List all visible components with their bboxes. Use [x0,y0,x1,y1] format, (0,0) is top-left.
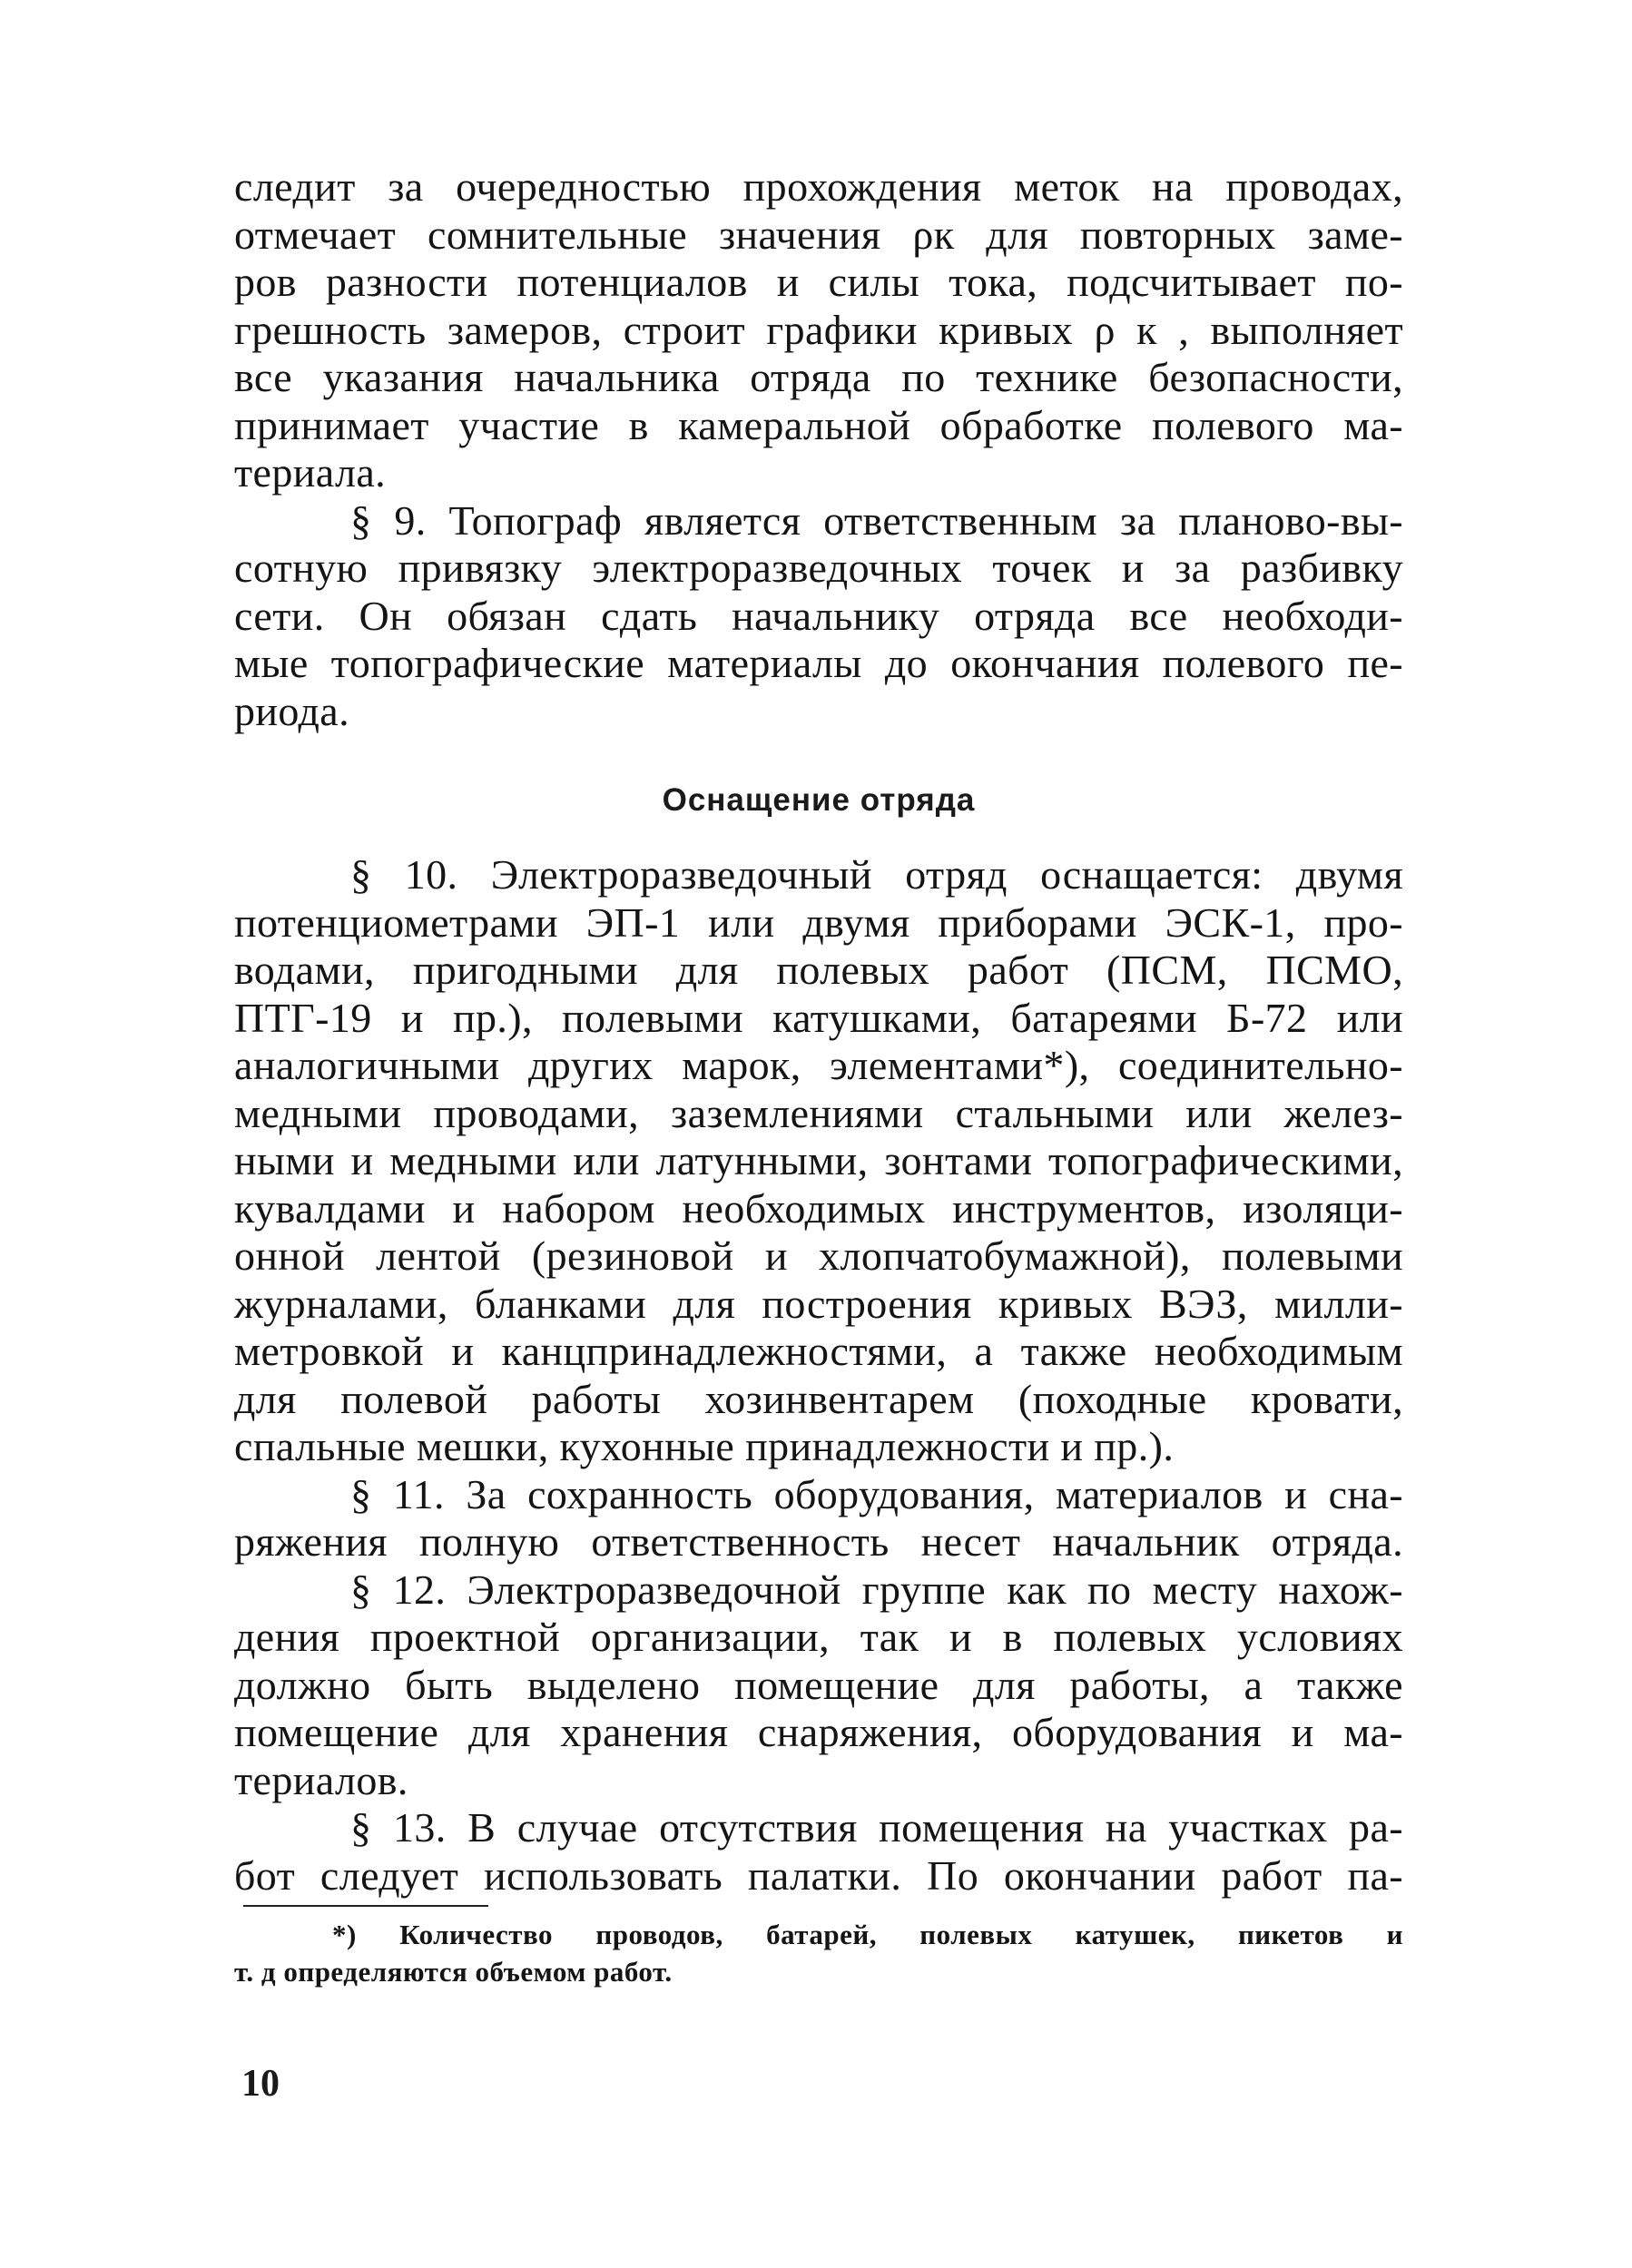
paragraph-section-13 [234,1804,1403,1900]
text-line: все указания начальника отряда по технике безопасности, [234,354,1403,400]
text-line: § 12. Электроразведочной группе как по месту нахож- [350,1566,1403,1613]
paragraph-section-10 [234,851,1403,1471]
text-line: водами, пригодными для полевых работ (ПСМ, ПСМО, [234,947,1403,993]
text-line: помещение для хранения снаряжения, оборудования и ма- [234,1709,1403,1755]
text-line: ПТГ-19 и пр.), полевыми катушками, батареями Б-72 или [234,994,1403,1041]
text-line: потенциометрами ЭП-1 или двумя приборами ЭСК-1, про- [234,898,1403,946]
text-line: § 10. Электроразведочный отряд оснащается: двумя [350,851,1403,898]
text-line: териалов. [234,1756,408,1803]
paragraph-continuation [234,163,1403,497]
text-line: отмечает сомнительные значения ρк для повторных заме- [234,211,1403,258]
text-line: ров разности потенциалов и силы тока, подсчитывает по- [234,259,1403,305]
text-line: § 11. За сохранность оборудования, материалов и сна- [350,1470,1403,1517]
text-line: медными проводами, заземлениями стальными или желез- [234,1089,1403,1136]
text-line: сотную привязку электроразведочных точек и за разбивку [234,545,1403,591]
paragraph-section-9 [234,497,1403,736]
page-number: 10 [241,2063,280,2105]
text-line: аналогичными других марок, элементами*), соединительно- [234,1042,1403,1088]
text-line: журналами, бланками для построения кривых ВЭЗ, милли- [234,1280,1403,1327]
text-line: бот следует использовать палатки. По окончании работ па- [234,1851,1403,1899]
text-line: териала. [234,449,387,496]
text-line: должно быть выделено помещение для работы, а также [234,1661,1403,1708]
text-line: следит за очередностью прохождения меток на проводах, [234,163,1403,210]
footnote-line: *) Количество проводов, батарей, полевых катушек, пикетов и [332,1919,1403,1950]
text-line: онной лентой (резиновой и хлопчатобумажной), полевыми [234,1232,1403,1279]
text-line: ряжения полную ответственность несет начальник отряда. [234,1518,1403,1565]
text-line: § 13. В случае отсутствия помещения на участках ра- [350,1804,1403,1851]
text-line: сети. Он обязан сдать начальнику отряда все необходи- [234,592,1403,639]
footnote [234,1916,1403,1990]
text-line: метровкой и канцпринадлежностями, а также необходимым [234,1328,1403,1374]
text-line: ными и медными или латунными, зонтами топографическими, [234,1137,1403,1183]
page-body [234,163,1403,1990]
text-line: грешность замеров, строит графики кривых ρ к , выполняет [234,306,1403,353]
text-line: риода. [234,687,350,734]
paragraph-section-11 [234,1471,1403,1566]
text-line: мые топографические материалы до окончания полевого пе- [234,640,1403,686]
text-line: дения проектной организации, так и в полевых условиях [234,1614,1403,1660]
text-line: § 9. Топограф является ответственным за планово-вы- [350,496,1403,544]
footnote-line: т. д определяются объемом работ. [234,1956,673,1988]
text-line: кувалдами и набором необходимых инструментов, изоляци- [234,1184,1403,1232]
text-line: спальные мешки, кухонные принадлежности и пр.). [234,1423,1175,1469]
section-heading: Оснащение отряда [662,782,976,818]
footnote-divider [243,1905,488,1907]
text-line: для полевой работы хозинвентарем (походные кровати, [234,1375,1403,1422]
text-line: принимает участие в камеральной обработке полевого ма- [234,401,1403,448]
paragraph-section-12 [234,1566,1403,1805]
